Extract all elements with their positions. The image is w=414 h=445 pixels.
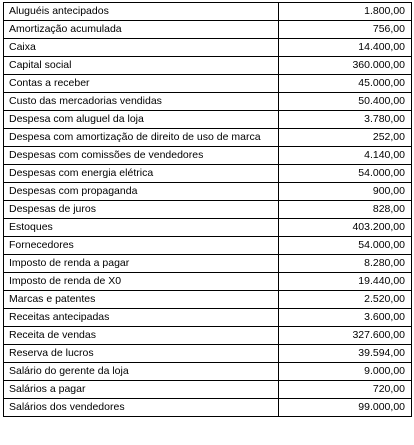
account-value-cell: 3.780,00 — [279, 111, 412, 129]
table-row — [4, 363, 412, 381]
account-name-cell: Despesas com propaganda — [4, 183, 279, 201]
account-name-cell: Despesa com aluguel da loja — [4, 111, 279, 129]
table-row — [4, 219, 412, 237]
account-name-cell: Receitas antecipadas — [4, 309, 279, 327]
table-row — [4, 93, 412, 111]
account-value-cell: 54.000,00 — [279, 237, 412, 255]
account-name-cell: Salários dos vendedores — [4, 399, 279, 417]
account-rows — [4, 3, 412, 417]
account-name-cell: Amortização acumulada — [4, 21, 279, 39]
account-value-cell: 19.440,00 — [279, 273, 412, 291]
account-name-cell: Aluguéis antecipados — [4, 3, 279, 21]
account-value-cell: 4.140,00 — [279, 147, 412, 165]
table-row — [4, 309, 412, 327]
table-row — [4, 201, 412, 219]
account-name-cell: Salário do gerente da loja — [4, 363, 279, 381]
account-name-cell: Marcas e patentes — [4, 291, 279, 309]
table-row — [4, 345, 412, 363]
account-name-cell: Despesas com energia elétrica — [4, 165, 279, 183]
account-value-cell: 50.400,00 — [279, 93, 412, 111]
account-value-cell: 756,00 — [279, 21, 412, 39]
account-name-cell: Despesas de juros — [4, 201, 279, 219]
account-name-cell: Receita de vendas — [4, 327, 279, 345]
account-value-cell: 252,00 — [279, 129, 412, 147]
account-value-cell: 99.000,00 — [279, 399, 412, 417]
account-name-cell: Salários a pagar — [4, 381, 279, 399]
account-value-cell: 403.200,00 — [279, 219, 412, 237]
table-row — [4, 255, 412, 273]
account-value-cell: 3.600,00 — [279, 309, 412, 327]
account-value-cell: 327.600,00 — [279, 327, 412, 345]
account-value-cell: 2.520,00 — [279, 291, 412, 309]
table-row — [4, 111, 412, 129]
account-name-cell: Caixa — [4, 39, 279, 57]
table-row — [4, 3, 412, 21]
account-value-cell: 8.280,00 — [279, 255, 412, 273]
account-value-cell: 360.000,00 — [279, 57, 412, 75]
account-balance-table — [3, 2, 412, 417]
account-name-cell: Contas a receber — [4, 75, 279, 93]
account-name-cell: Imposto de renda de X0 — [4, 273, 279, 291]
table-row — [4, 273, 412, 291]
table-row — [4, 165, 412, 183]
table-row — [4, 57, 412, 75]
table-row — [4, 183, 412, 201]
account-value-cell: 39.594,00 — [279, 345, 412, 363]
account-name-cell: Fornecedores — [4, 237, 279, 255]
table-row — [4, 147, 412, 165]
account-name-cell: Imposto de renda a pagar — [4, 255, 279, 273]
account-name-cell: Capital social — [4, 57, 279, 75]
table-row — [4, 327, 412, 345]
account-name-cell: Reserva de lucros — [4, 345, 279, 363]
account-value-cell: 828,00 — [279, 201, 412, 219]
account-name-cell: Estoques — [4, 219, 279, 237]
table-row — [4, 237, 412, 255]
account-value-cell: 54.000,00 — [279, 165, 412, 183]
table-row — [4, 129, 412, 147]
account-value-cell: 1.800,00 — [279, 3, 412, 21]
account-value-cell: 9.000,00 — [279, 363, 412, 381]
table-row — [4, 39, 412, 57]
account-value-cell: 14.400,00 — [279, 39, 412, 57]
account-value-cell: 45.000,00 — [279, 75, 412, 93]
table-row — [4, 381, 412, 399]
table-row — [4, 75, 412, 93]
account-value-cell: 900,00 — [279, 183, 412, 201]
table-row — [4, 399, 412, 417]
account-value-cell: 720,00 — [279, 381, 412, 399]
table-row — [4, 291, 412, 309]
account-name-cell: Despesa com amortização de direito de uso de marca — [4, 129, 279, 147]
table-row — [4, 21, 412, 39]
account-name-cell: Custo das mercadorias vendidas — [4, 93, 279, 111]
account-name-cell: Despesas com comissões de vendedores — [4, 147, 279, 165]
